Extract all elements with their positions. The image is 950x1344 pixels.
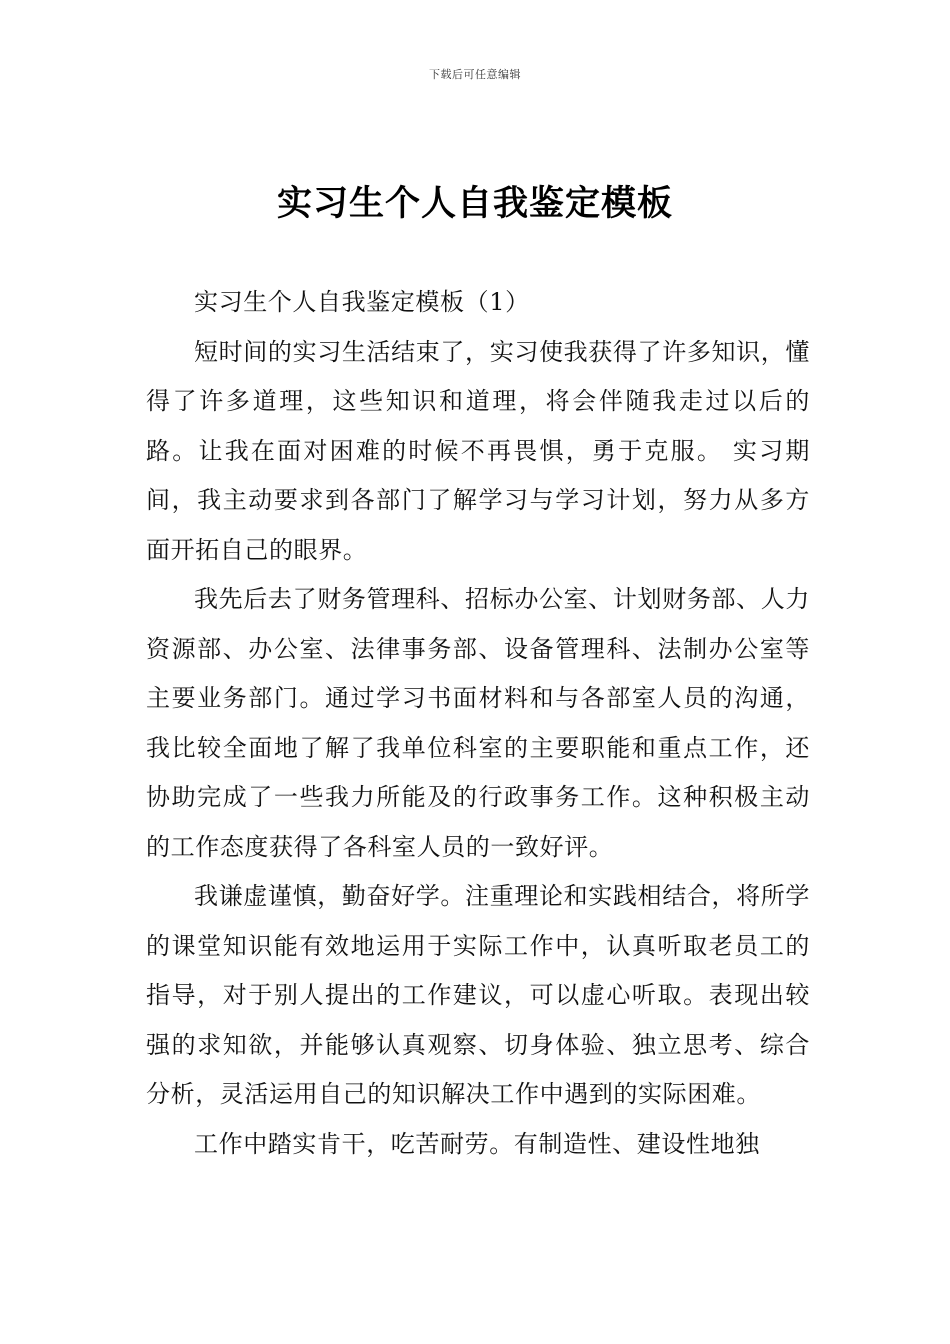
document-body (146, 278, 810, 1169)
paragraph-1: 短时间的实习生活结束了，实习使我获得了许多知识，懂得了许多道理，这些知识和道理，将会伴随我走过以后的路。让我在面对困难的时候不再畏惧，勇于克服。 实习期间，我主动要求到各部门了解学习与学习计划，努力从多方面开拓自己的眼界。 (146, 337, 810, 564)
header-note: 下载后可任意编辑 (429, 68, 521, 81)
paragraph-4: 工作中踏实肯干，吃苦耐劳。有制造性、建设性地独 (194, 1129, 760, 1158)
paragraph-3: 我谦虚谨慎，勤奋好学。注重理论和实践相结合，将所学的课堂知识能有效地运用于实际工作中，认真听取老员工的指导，对于别人提出的工作建议，可以虚心听取。表现出较强的求知欲，并能够认真观察、切身体验、独立思考、综合分析，灵活运用自己的知识解决工作中遇到的实际困难。 (146, 882, 810, 1108)
section-heading: 实习生个人自我鉴定模板（1） (194, 288, 530, 316)
document-title: 实习生个人自我鉴定模板 (276, 184, 673, 224)
paragraph-2: 我先后去了财务管理科、招标办公室、计划财务部、人力资源部、办公室、法律事务部、设备管理科、法制办公室等主要业务部门。通过学习书面材料和与各部室人员的沟通，我比较全面地了解了我单位科室的主要职能和重点工作，还协助完成了一些我力所能及的行政事务工作。这种积极主动的工作态度获得了各科室人员的一致好评。 (146, 585, 810, 861)
